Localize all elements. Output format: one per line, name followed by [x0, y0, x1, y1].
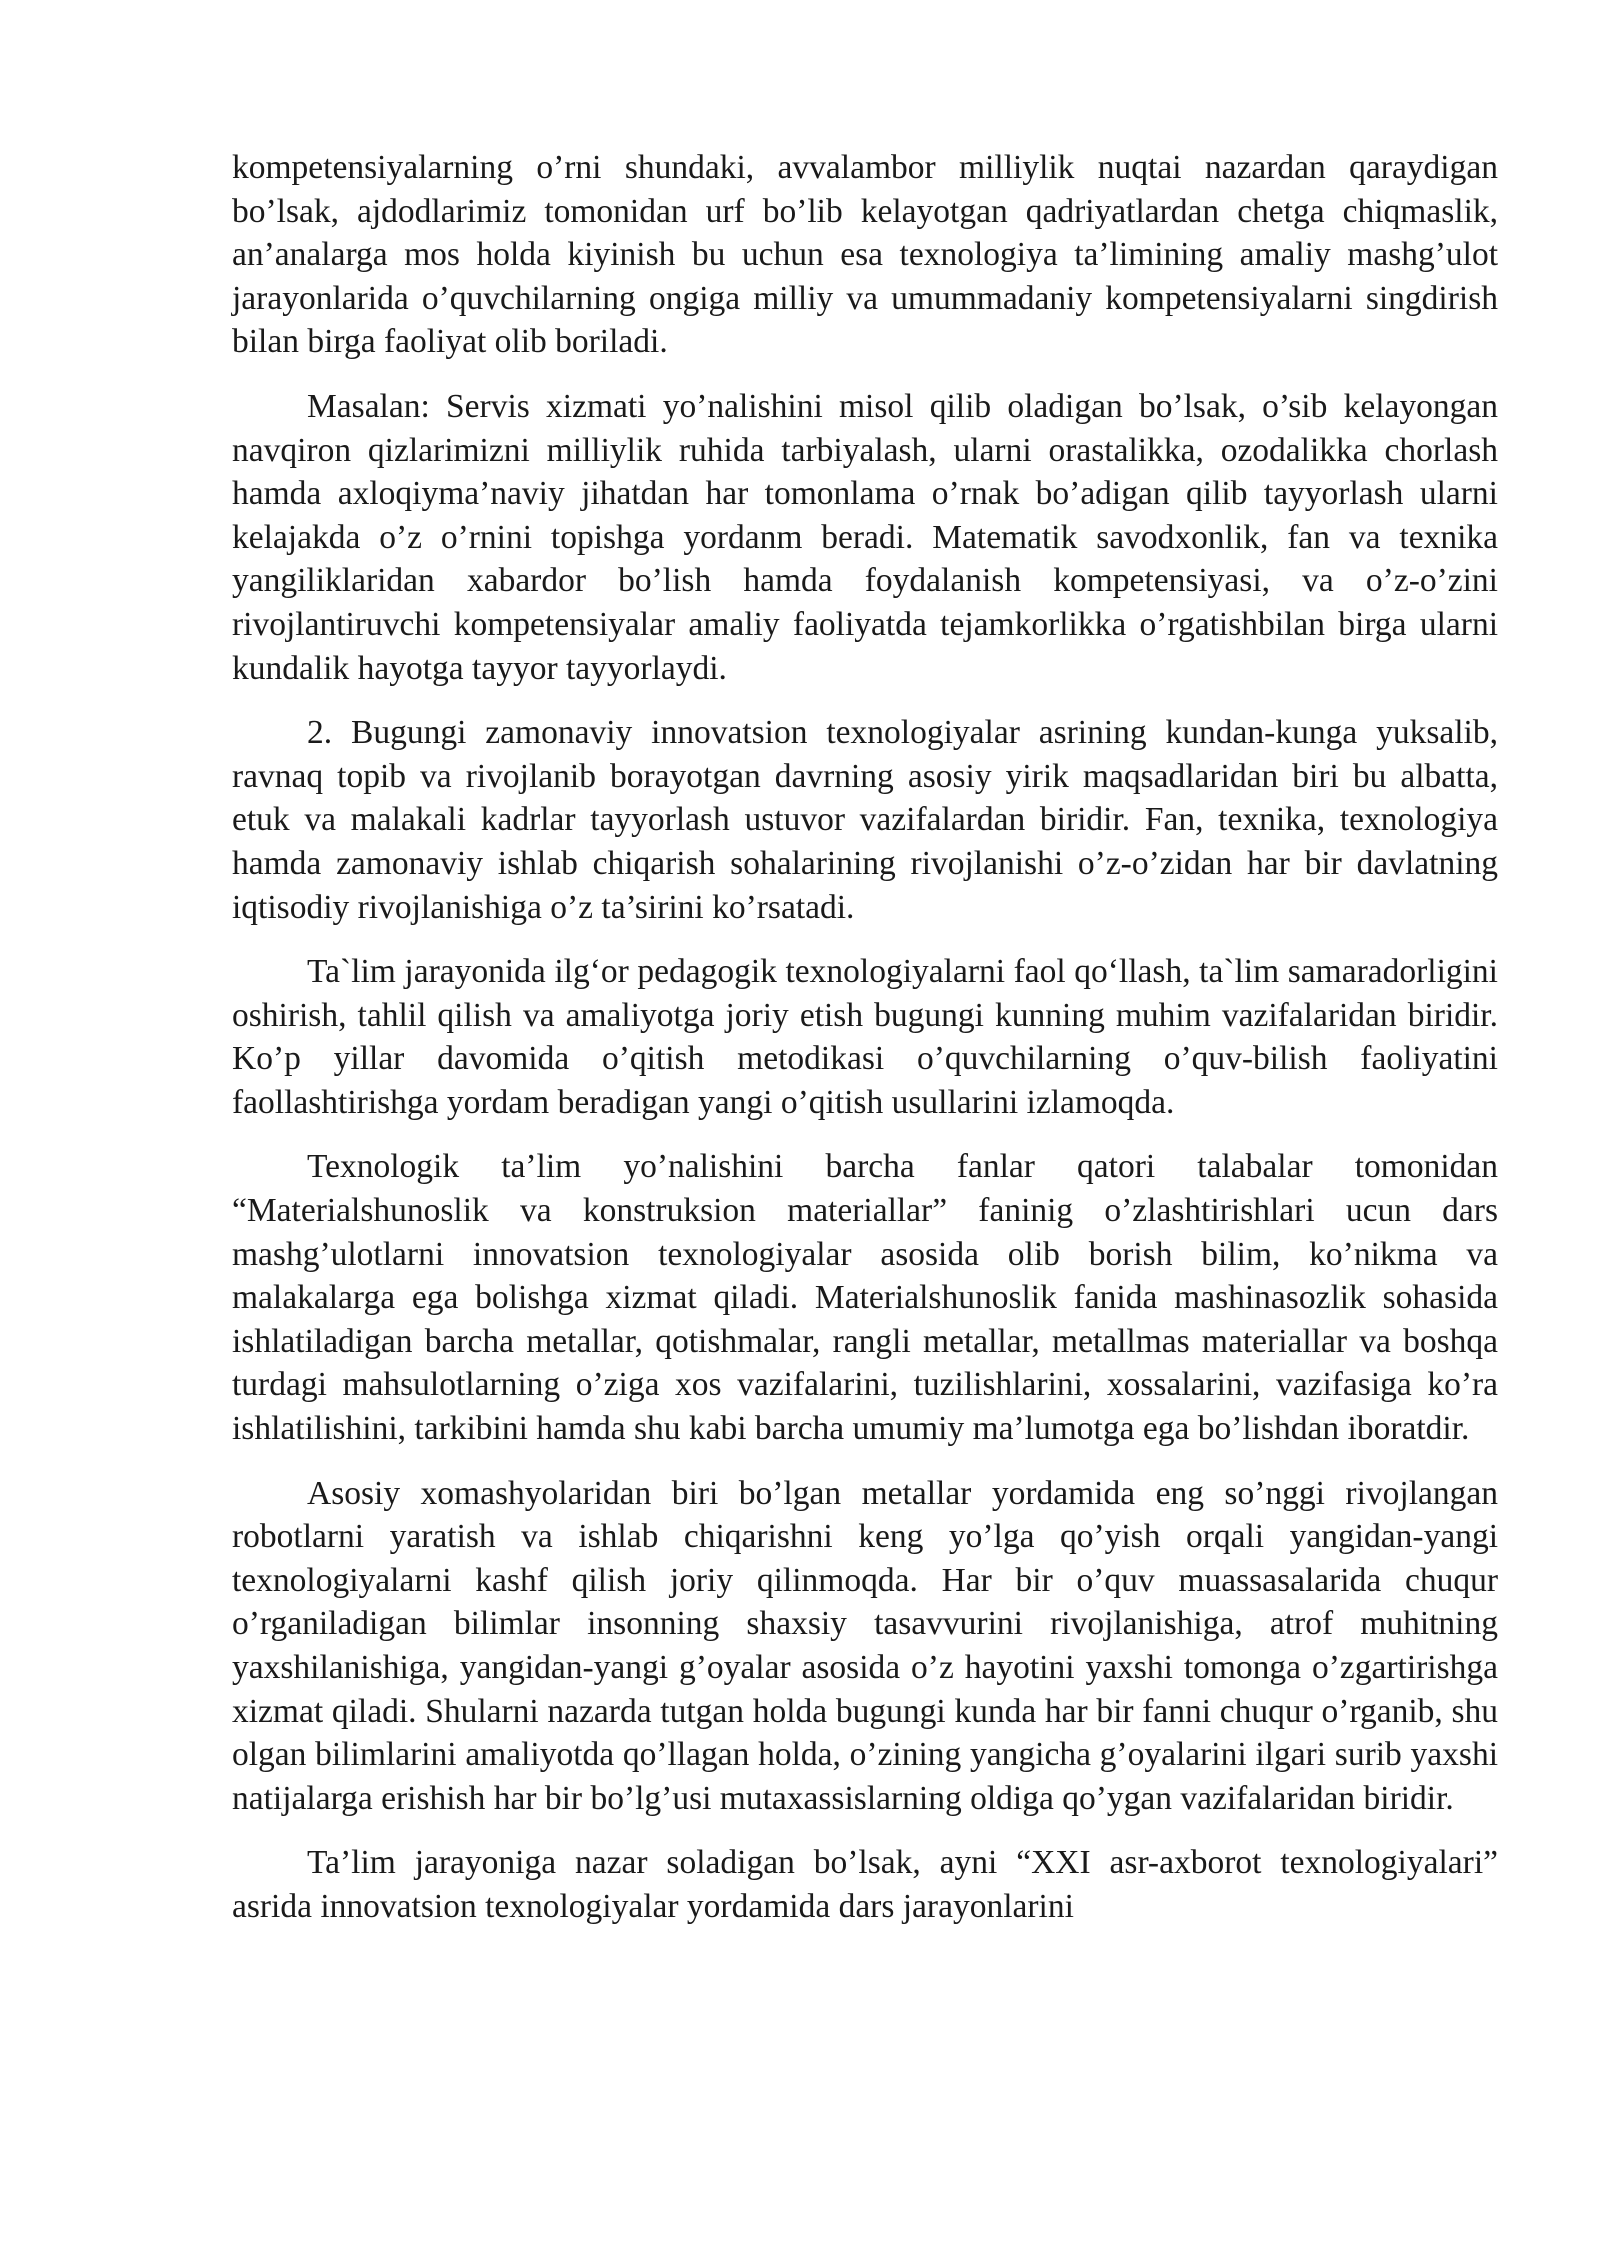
paragraph-4: Ta`lim jarayonida ilg‘or pedagogik texnologiyalarni faol qo‘llash, ta`lim samaradorligini oshirish, tahlil qilish va amaliyotga joriy etish bugungi kunning muhim vazifalaridan biridir. Ko’p yillar davomida o’qitish metodikasi o’quvchilarning o’quv-bilish faoliyatini faollashtirishga yordam beradigan yangi o’qitish usullarini izlamoqda. [232, 953, 1498, 1121]
paragraph-6: Asosiy xomashyolaridan biri bo’lgan metallar yordamida eng so’nggi rivojlangan robotlarni yaratish va ishlab chiqarishni keng yo’lga qo’yish orqali yangidan-yangi texnologiyalarni kashf qilish joriy qilinmoqda. Har bir o’quv muassasalarida chuqur o’rganiladigan bilimlar insonning shaxsiy tasavvurini rivojlanishiga, atrof muhitning yaxshilanishiga, yangidan-yangi g’oyalar asosida o’z hayotini yaxshi tomonga o’zgartirishga xizmat qiladi. Shularni nazarda tutgan holda bugungi kunda har bir fanni chuqur o’rganib, shu olgan bilimlarini amaliyotda qo’llagan holda, o’zining yangicha g’oyalarini ilgari surib yaxshi natijalarga erishish har bir bo’lg’usi mutaxassislarning oldiga qo’ygan vazifalaridan biridir. [232, 1474, 1498, 1817]
paragraph-1: kompetensiyalarning o’rni shundaki, avvalambor milliylik nuqtai nazardan qaraydigan bo’lsak, ajdodlarimiz tomonidan urf bo’lib kelayotgan qadriyatlardan chetga chiqmaslik, an’analarga mos holda kiyinish bu uchun esa texnologiya ta’limining amaliy mashg’ulot jarayonlarida o’quvchilarning ongiga milliy va umummadaniy kompetensiyalarni singdirish bilan birga faoliyat olib boriladi. [232, 149, 1498, 361]
paragraph-3: 2. Bugungi zamonaviy innovatsion texnologiyalar asrining kundan-kunga yuksalib, ravnaq topib va rivojlanib borayotgan davrning asosiy yirik maqsadlaridan biri bu albatta, etuk va malakali kadrlar tayyorlash ustuvor vazifalardan biridir. Fan, texnika, texnologiya hamda zamonaviy ishlab chiqarish sohalarining rivojlanishi o’z-o’zidan har bir davlatning iqtisodiy rivojlanishiga o’z ta’sirini ko’rsatadi. [232, 714, 1498, 926]
paragraph-2: Masalan: Servis xizmati yo’nalishini misol qilib oladigan bo’lsak, o’sib kelayongan navqiron qizlarimizni milliylik ruhida tarbiyalash, ularni orastalikka, ozodalikka chorlash hamda axloqiyma’naviy jihatdan har tomonlama o’rnak bo’adigan qilib tayyorlash ularni kelajakda o’z o’rnini topishga yordanm beradi. Matematik savodxonlik, fan va texnika yangiliklaridan xabardor bo’lish hamda foydalanish kompetensiyasi, va o’z-o’zini rivojlantiruvchi kompetensiyalar amaliy faoliyatda tejamkorlikka o’rgatishbilan birga ularni kundalik hayotga tayyor tayyorlaydi. [232, 387, 1498, 687]
paragraph-5: Texnologik ta’lim yo’nalishini barcha fanlar qatori talabalar tomonidan “Materialshunoslik va konstruksion materiallar” faninig o’zlashtirishlari ucun dars mashg’ulotlarni innovatsion texnologiyalar asosida olib borish bilim, ko’nikma va malakalarga ega bolishga xizmat qiladi. Materialshunoslik fanida mashinasozlik sohasida ishlatiladigan barcha metallar, qotishmalar, rangli metallar, metallmas materiallar va boshqa turdagi mahsulotlarning o’ziga xos vazifalarini, tuzilishlarini, xossalarini, vazifasiga ko’ra ishlatilishini, tarkibini hamda shu kabi barcha umumiy ma’lumotga ega bo’lishdan iboratdir. [232, 1148, 1498, 1448]
document-page [232, 146, 1498, 1950]
paragraph-7: Ta’lim jarayoniga nazar soladigan bo’lsak, ayni “XXI asr-axborot texnologiyalari” asrida innovatsion texnologiyalar yordamida dars jarayonlarini [232, 1844, 1498, 1925]
